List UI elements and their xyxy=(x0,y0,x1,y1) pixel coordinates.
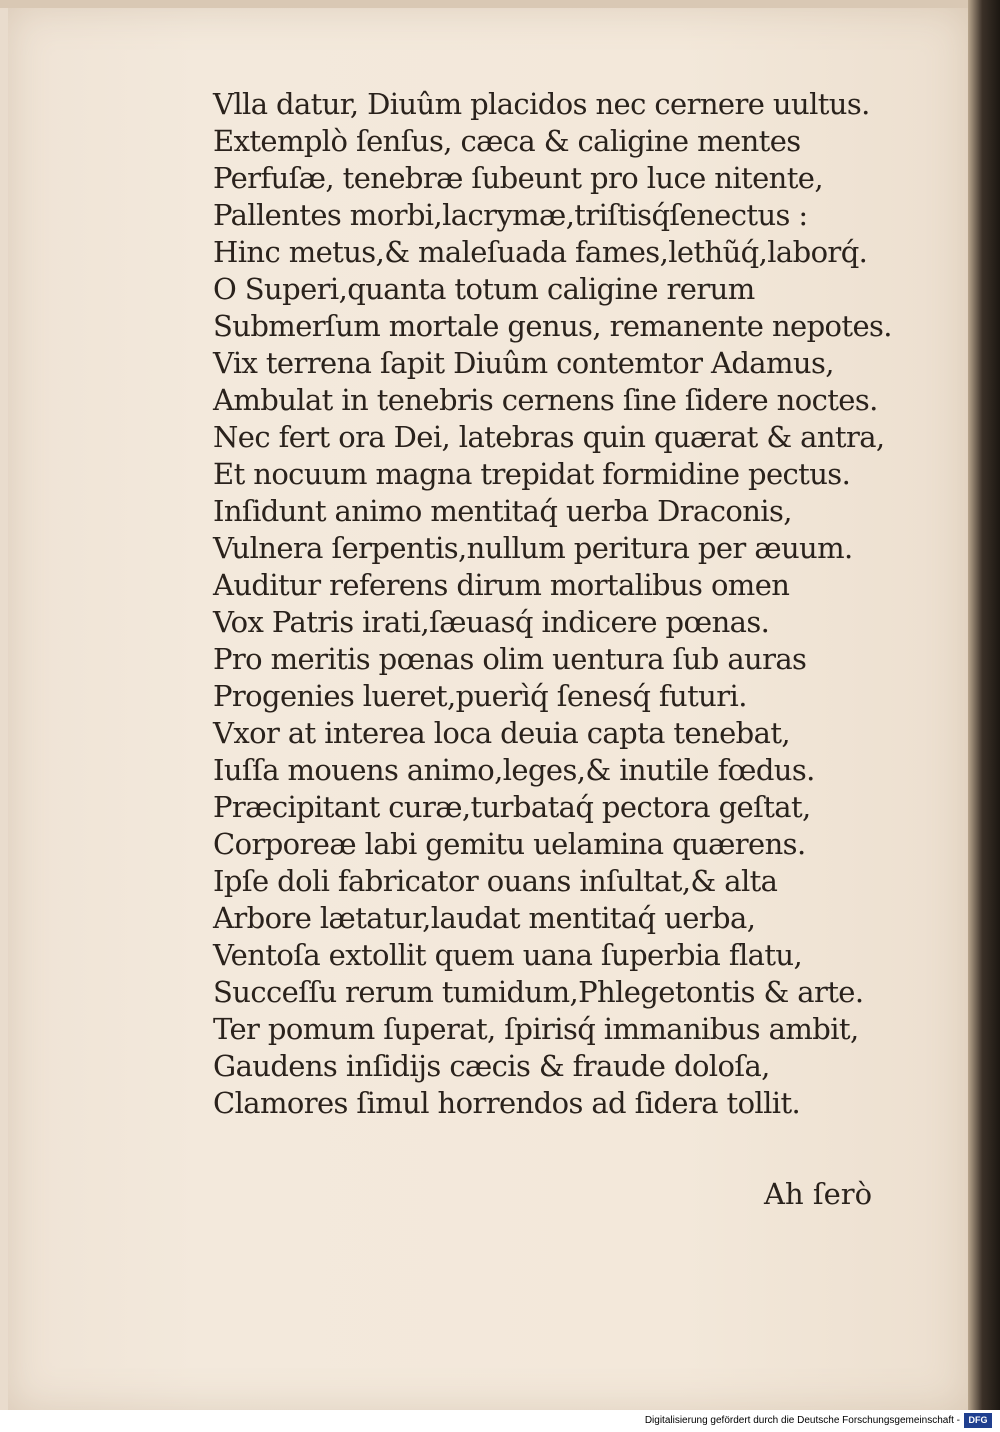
scan-top-edge xyxy=(0,0,1000,8)
verse-line: Auditur referens dirum mortalibus omen xyxy=(213,568,790,602)
verse-line: Gaudens inſidijs cæcis & fraude doloſa, xyxy=(213,1049,770,1083)
catchword: Ah ſerò xyxy=(764,1177,873,1211)
verse-line: Ter pomum ſuperat, ſpirisq́ immanibus ambit, xyxy=(213,1012,859,1046)
verse-line: Succeſſu rerum tumidum,Phlegetontis & arte. xyxy=(213,975,864,1009)
verse-line: Arbore lætatur,laudat mentitaq́ uerba, xyxy=(213,901,756,935)
verse-line: Perfuſæ, tenebræ ſubeunt pro luce nitente, xyxy=(213,161,823,195)
verse-line: Iuſſa mouens animo,leges,& inutile fœdus. xyxy=(213,753,815,787)
verse-line: Vulnera ſerpentis,nullum peritura per æuum. xyxy=(213,531,853,565)
verse-line: Inſidunt animo mentitaq́ uerba Draconis, xyxy=(213,494,792,528)
verse-line: Præcipitant curæ,turbataq́ pectora geſtat, xyxy=(213,790,811,824)
funding-credit: Digitalisierung gefördert durch die Deutsche Forschungsgemeinschaft - xyxy=(644,1415,960,1426)
verse-line: Submerſum mortale genus, remanente nepotes. xyxy=(213,309,892,343)
verse-line: Et nocuum magna trepidat formidine pectus. xyxy=(213,457,851,491)
verse-line: Pallentes morbi,lacrymæ,triſtisq́ſenectus : xyxy=(213,198,808,232)
footer-bar xyxy=(0,1410,1000,1432)
verse-line: Pro meritis pœnas olim uentura ſub auras xyxy=(213,642,807,676)
verse-line: Clamores ſimul horrendos ad ſidera tollit. xyxy=(213,1086,801,1120)
verse-line: Progenies lueret,puerìq́ ſenesq́ futuri. xyxy=(213,679,747,713)
verse-line: Ambulat in tenebris cernens ſine ſidere noctes. xyxy=(213,383,878,417)
verse-line: Vlla datur, Diuûm placidos nec cernere uultus. xyxy=(213,87,870,121)
dfg-logo-icon[interactable]: DFG xyxy=(964,1413,992,1428)
verse-line: Ventoſa extollit quem uana ſuperbia flatu, xyxy=(213,938,803,972)
verse-line: Nec fert ora Dei, latebras quin quærat & antra, xyxy=(213,420,885,454)
verse-line: Extemplò ſenſus, cæca & caligine mentes xyxy=(213,124,801,158)
verse-line: Vox Patris irati,ſæuasq́ indicere pœnas. xyxy=(213,605,770,639)
verse-text-block xyxy=(213,86,913,1122)
verse-line: O Superi,quanta totum caligine rerum xyxy=(213,272,755,306)
page-binding-edge xyxy=(968,0,1000,1410)
verse-line: Corporeæ labi gemitu uelamina quærens. xyxy=(213,827,806,861)
verse-line: Ipſe doli fabricator ouans inſultat,& alta xyxy=(213,864,778,898)
verse-line: Vxor at interea loca deuia capta tenebat, xyxy=(213,716,791,750)
verse-line: Hinc metus,& maleſuada fames,lethũq́,laborq́. xyxy=(213,235,868,269)
verse-line: Vix terrena ſapit Diuûm contemtor Adamus, xyxy=(213,346,834,380)
